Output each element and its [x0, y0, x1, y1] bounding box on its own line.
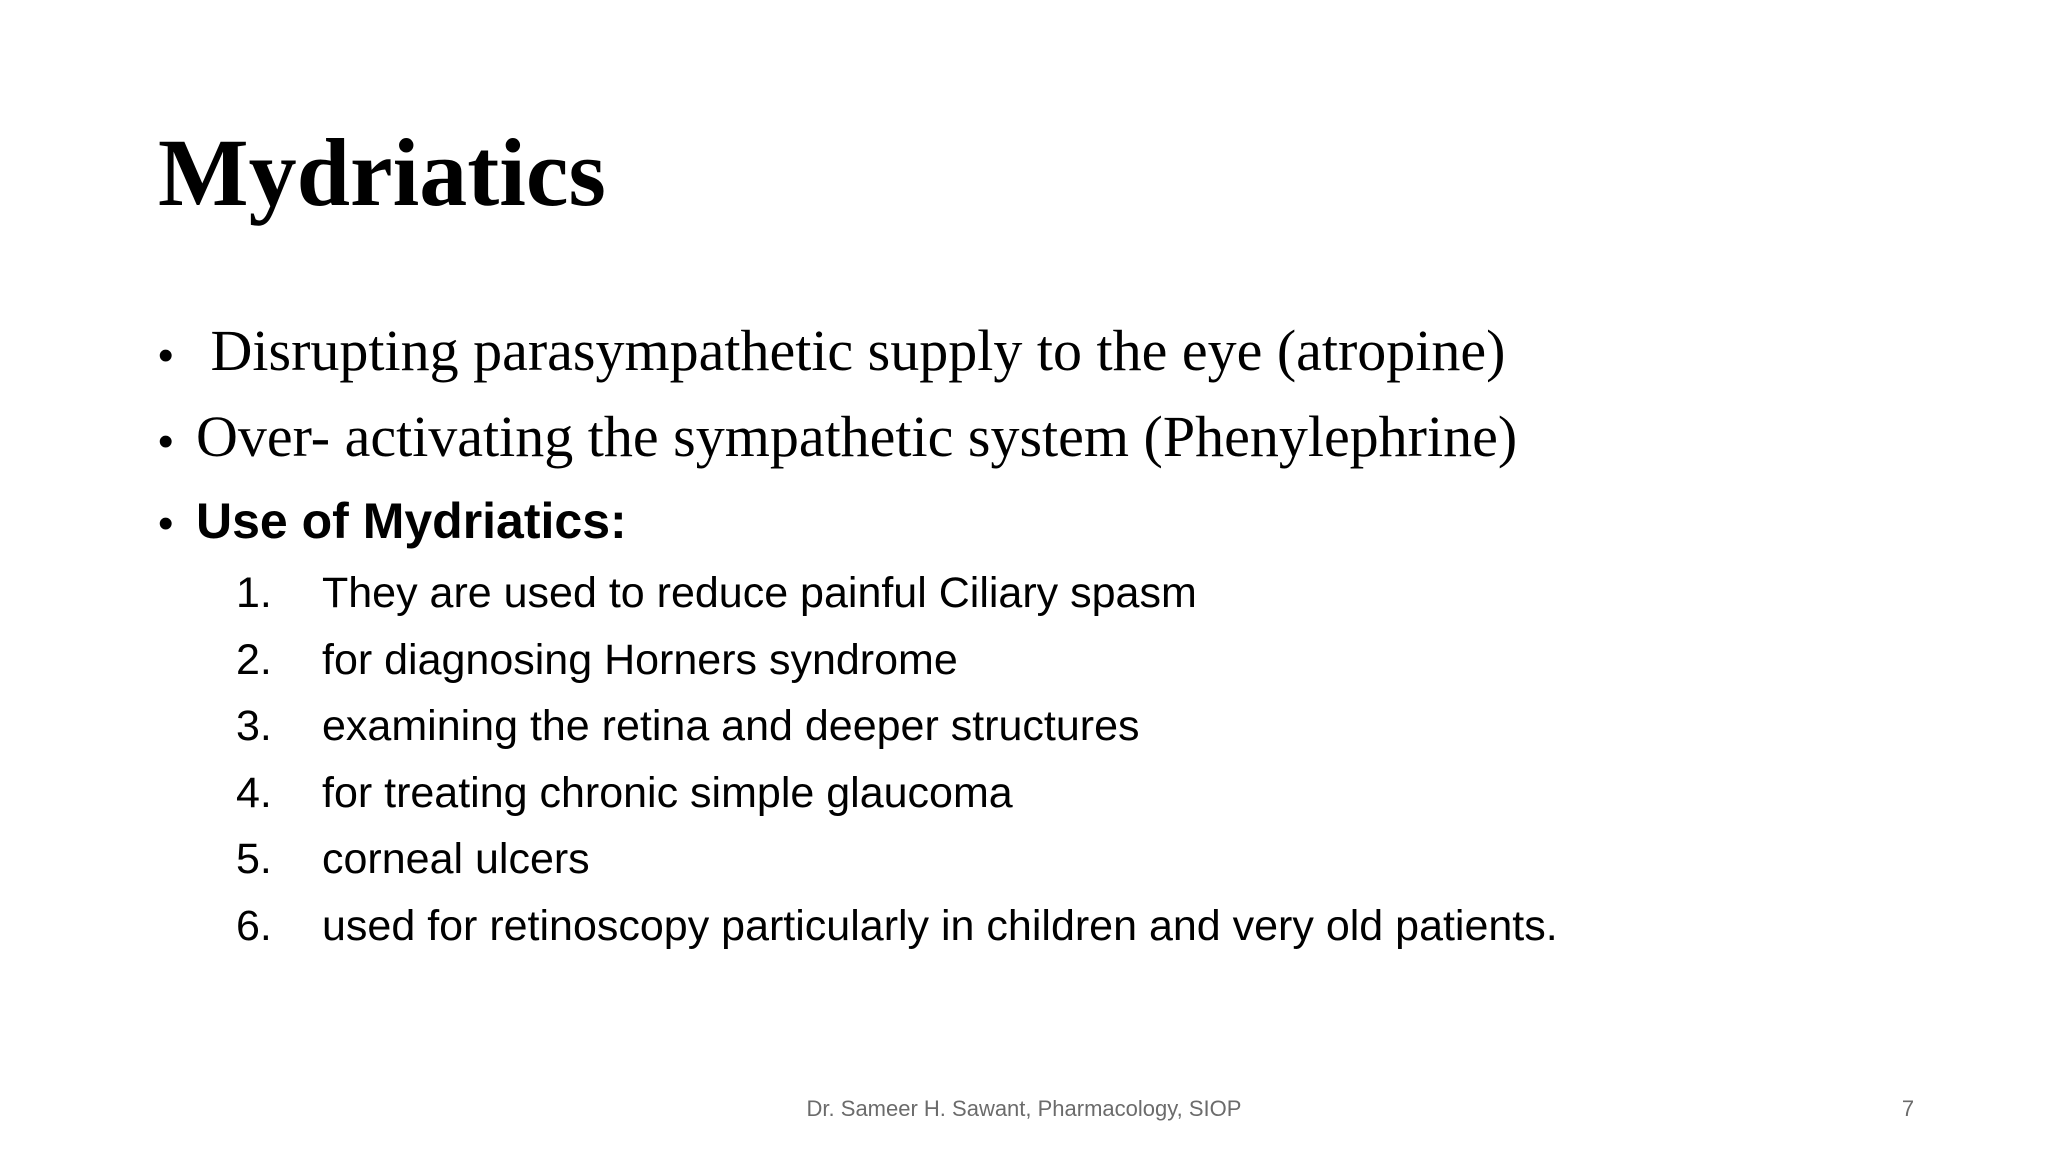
- list-text: corneal ulcers: [322, 835, 590, 883]
- bullet-text: Over- activating the sympathetic system (Phenylephrine): [196, 404, 1518, 469]
- bullet-use-heading: [158, 486, 627, 569]
- list-item: [236, 693, 1558, 760]
- slide-footer: Dr. Sameer H. Sawant, Pharmacology, SIOP: [806, 1096, 1242, 1121]
- list-text: for treating chronic simple glaucoma: [322, 768, 1013, 817]
- list-text: for diagnosing Horners syndrome: [322, 635, 958, 684]
- uses-list: [236, 560, 1558, 959]
- list-number: 5.: [236, 835, 272, 883]
- bullet-marker: •: [158, 417, 174, 466]
- bullet-text: Use of Mydriatics:: [196, 493, 627, 549]
- list-item: [236, 560, 1558, 627]
- bullet-text: Disrupting parasympathetic supply to the eye (atropine): [196, 318, 1506, 383]
- list-number: 6.: [236, 901, 272, 950]
- bullet-marker: •: [158, 331, 174, 380]
- list-number: 2.: [236, 635, 272, 684]
- list-text: examining the retina and deeper structures: [322, 702, 1140, 750]
- list-number: 1.: [236, 569, 272, 617]
- bullet-sympathetic: [158, 402, 1517, 487]
- list-item: [236, 760, 1558, 827]
- list-text: They are used to reduce painful Ciliary spasm: [322, 569, 1197, 617]
- slide-title: Mydriatics: [158, 119, 606, 226]
- list-text: used for retinoscopy particularly in children and very old patients.: [322, 901, 1558, 950]
- list-item: [236, 627, 1558, 694]
- list-item: [236, 893, 1558, 960]
- list-item: [236, 826, 1558, 893]
- page-number: 7: [1901, 1096, 1915, 1121]
- bullet-marker: •: [158, 499, 174, 548]
- list-number: 3.: [236, 702, 272, 750]
- bullet-parasympathetic: [158, 316, 1505, 401]
- list-number: 4.: [236, 768, 272, 817]
